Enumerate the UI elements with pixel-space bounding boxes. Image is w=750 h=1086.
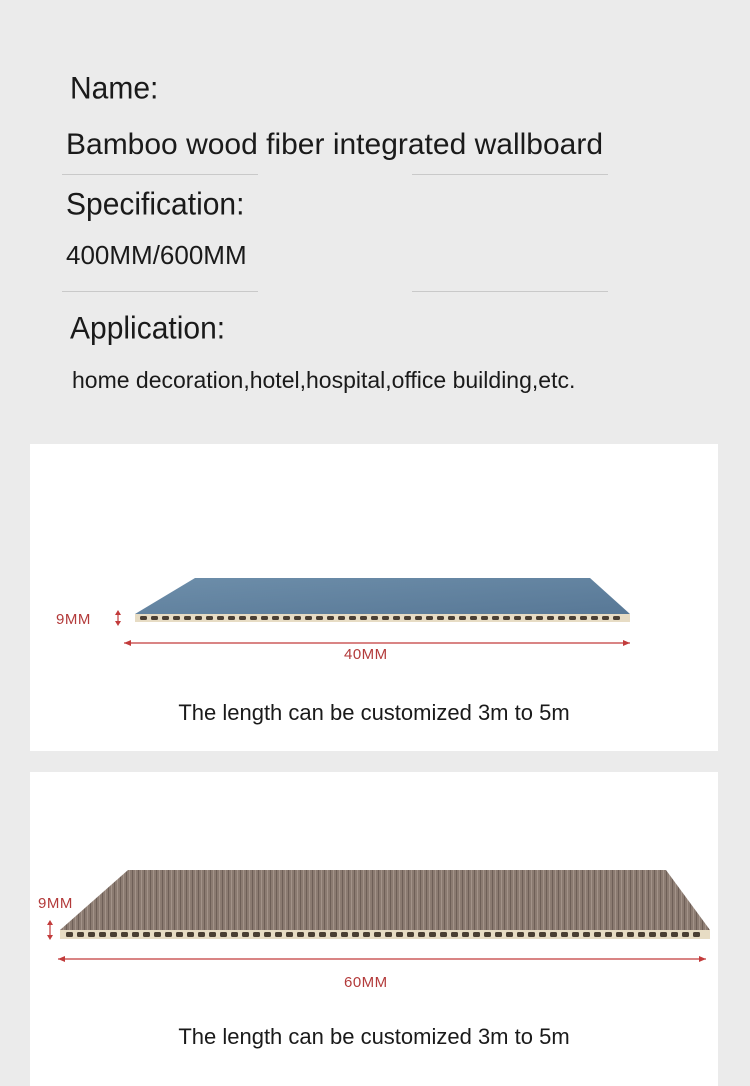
core-hole [162, 616, 169, 620]
length-caption: The length can be customized 3m to 5m [178, 1024, 570, 1049]
length-caption: The length can be customized 3m to 5m [178, 700, 570, 725]
core-hole [327, 616, 334, 620]
core-hole [462, 932, 469, 937]
width-label: 60MM [344, 974, 388, 991]
core-hole [415, 616, 422, 620]
application-value: home decoration,hotel,hospital,office building,etc. [72, 367, 576, 393]
core-hole [580, 616, 587, 620]
core-hole [330, 932, 337, 937]
thickness-label: 9MM [38, 895, 73, 912]
core-hole [484, 932, 491, 937]
core-hole [195, 616, 202, 620]
core-hole [572, 932, 579, 937]
core-hole [275, 932, 282, 937]
core-hole [88, 932, 95, 937]
specification-value: 400MM/600MM [66, 240, 247, 270]
core-hole [503, 616, 510, 620]
core-hole [407, 932, 414, 937]
core-hole [217, 616, 224, 620]
core-hole [250, 616, 257, 620]
core-hole [495, 932, 502, 937]
core-hole [305, 616, 312, 620]
core-hole [602, 616, 609, 620]
core-hole [459, 616, 466, 620]
thickness-label: 9MM [56, 611, 91, 628]
divider [412, 174, 608, 175]
core-hole [506, 932, 513, 937]
core-hole [517, 932, 524, 937]
core-hole [613, 616, 620, 620]
core-hole [547, 616, 554, 620]
core-hole [583, 932, 590, 937]
core-hole [594, 932, 601, 937]
core-hole [492, 616, 499, 620]
core-hole [349, 616, 356, 620]
core-hole [481, 616, 488, 620]
product-panel-60mm [30, 772, 718, 1086]
core-hole [264, 932, 271, 937]
core-hole [561, 932, 568, 937]
core-hole [198, 932, 205, 937]
core-hole [638, 932, 645, 937]
core-hole [451, 932, 458, 937]
name-label: Name: [70, 71, 159, 106]
core-hole [429, 932, 436, 937]
core-hole [470, 616, 477, 620]
name-value: Bamboo wood fiber integrated wallboard [66, 128, 603, 161]
panel-surface [60, 870, 710, 930]
core-hole [110, 932, 117, 937]
core-hole [671, 932, 678, 937]
core-hole [404, 616, 411, 620]
core-hole [385, 932, 392, 937]
core-hole [294, 616, 301, 620]
core-hole [316, 616, 323, 620]
core-hole [165, 932, 172, 937]
core-hole [550, 932, 557, 937]
product-panel-40mm [30, 444, 718, 751]
core-hole [184, 616, 191, 620]
core-hole [649, 932, 656, 937]
core-hole [426, 616, 433, 620]
core-hole [440, 932, 447, 937]
core-hole [308, 932, 315, 937]
core-hole [99, 932, 106, 937]
core-hole [283, 616, 290, 620]
core-hole [528, 932, 535, 937]
core-hole [242, 932, 249, 937]
core-hole [539, 932, 546, 937]
core-hole [173, 616, 180, 620]
core-hole [338, 616, 345, 620]
core-hole [525, 616, 532, 620]
core-hole [693, 932, 700, 937]
core-hole [473, 932, 480, 937]
core-hole [272, 616, 279, 620]
core-hole [228, 616, 235, 620]
core-hole [140, 616, 147, 620]
width-label: 40MM [344, 646, 388, 663]
core-hole [371, 616, 378, 620]
core-hole [569, 616, 576, 620]
core-hole [239, 616, 246, 620]
core-hole [77, 932, 84, 937]
core-hole [558, 616, 565, 620]
core-hole [682, 932, 689, 937]
core-hole [360, 616, 367, 620]
core-hole [660, 932, 667, 937]
core-hole [418, 932, 425, 937]
divider [62, 291, 258, 292]
core-hole [220, 932, 227, 937]
core-hole [393, 616, 400, 620]
core-hole [187, 932, 194, 937]
core-hole [352, 932, 359, 937]
core-hole [121, 932, 128, 937]
core-hole [66, 932, 73, 937]
core-hole [616, 932, 623, 937]
core-hole [448, 616, 455, 620]
panel-surface [135, 578, 630, 614]
core-hole [209, 932, 216, 937]
core-hole [286, 932, 293, 937]
core-hole [605, 932, 612, 937]
core-hole [514, 616, 521, 620]
core-hole [151, 616, 158, 620]
core-hole [176, 932, 183, 937]
core-hole [154, 932, 161, 937]
core-hole [297, 932, 304, 937]
core-hole [396, 932, 403, 937]
core-hole [261, 616, 268, 620]
core-hole [231, 932, 238, 937]
core-hole [206, 616, 213, 620]
core-hole [437, 616, 444, 620]
divider [412, 291, 608, 292]
core-hole [341, 932, 348, 937]
core-hole [253, 932, 260, 937]
core-hole [382, 616, 389, 620]
application-label: Application: [70, 311, 226, 346]
core-hole [591, 616, 598, 620]
core-hole [319, 932, 326, 937]
core-hole [627, 932, 634, 937]
core-hole [374, 932, 381, 937]
core-hole [536, 616, 543, 620]
core-hole [363, 932, 370, 937]
specification-label: Specification: [66, 187, 245, 222]
core-hole [132, 932, 139, 937]
core-hole [143, 932, 150, 937]
divider [62, 174, 258, 175]
